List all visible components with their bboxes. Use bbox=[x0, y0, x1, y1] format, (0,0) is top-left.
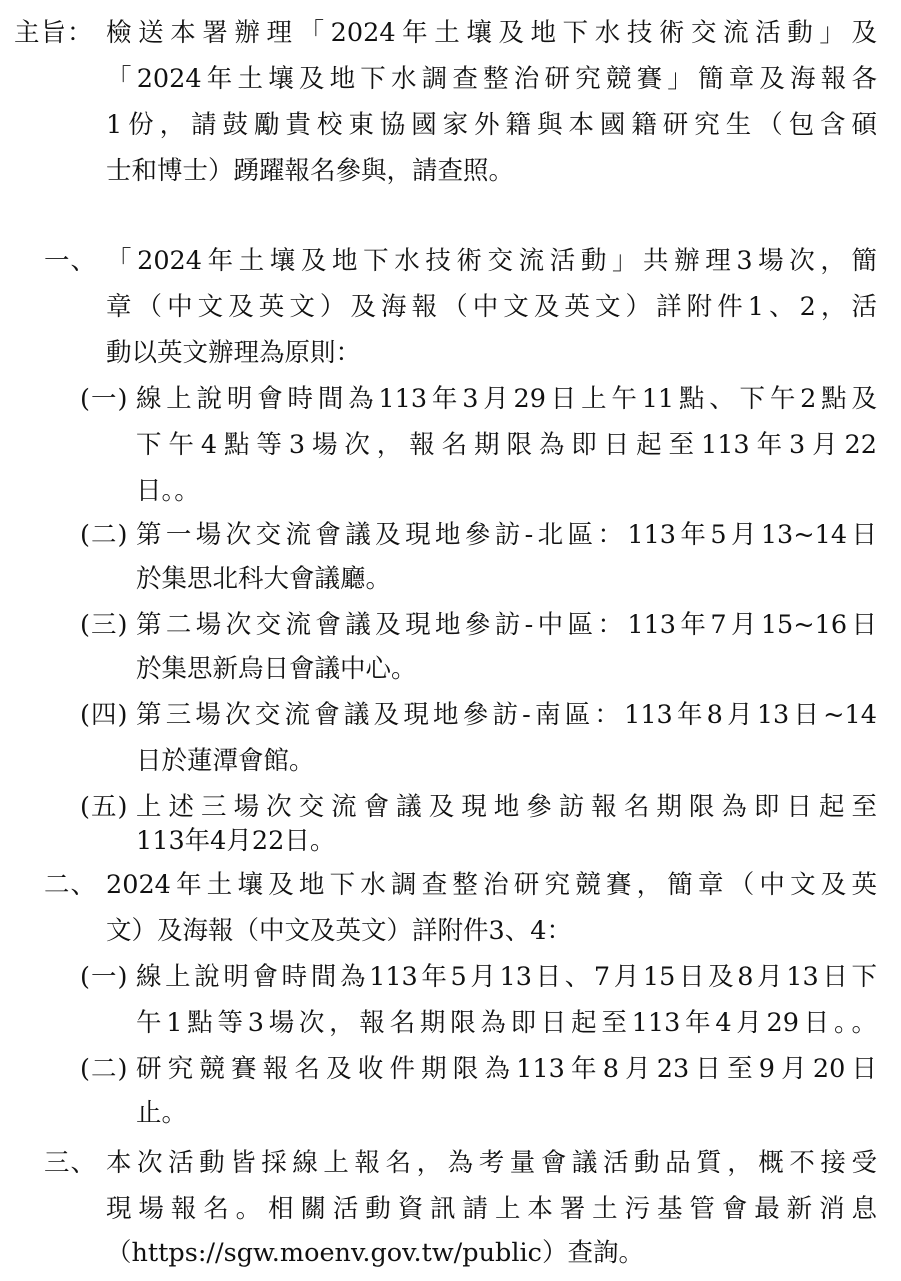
item-1-1-line-1 bbox=[0, 376, 901, 422]
item-2-1-line-2 bbox=[0, 1000, 901, 1046]
item-1-3-line-2 bbox=[0, 646, 901, 692]
section-text: （https://sgw.moenv.gov.tw/public）查詢。 bbox=[106, 1238, 644, 1268]
item-text: 止。 bbox=[136, 1098, 188, 1128]
item-text: 線上說明會時間為113年3月29日上午11點、下午2點及 bbox=[136, 384, 877, 414]
item-2-2-line-2 bbox=[0, 1090, 901, 1136]
item-marker: (一) bbox=[80, 384, 129, 414]
subject-line-4 bbox=[0, 148, 901, 194]
section-2-line-1 bbox=[0, 862, 901, 908]
item-1-4-line-1 bbox=[0, 692, 901, 738]
subject-label: 主旨： bbox=[14, 18, 94, 48]
item-1-2-line-1 bbox=[0, 512, 901, 558]
item-text: 線上說明會時間為113年5月13日、7月15日及8月13日下 bbox=[136, 962, 877, 992]
section-marker: 一、 bbox=[44, 246, 98, 276]
section-3-line-3 bbox=[0, 1230, 901, 1276]
item-text: 上述三場次交流會議及現地參訪報名期限為即日起至 bbox=[136, 792, 877, 822]
item-2-2-line-1 bbox=[0, 1046, 901, 1092]
item-2-1-line-1 bbox=[0, 954, 901, 1000]
item-marker: (三) bbox=[80, 610, 129, 640]
section-1-line-2 bbox=[0, 284, 901, 330]
section-3-line-2 bbox=[0, 1186, 901, 1232]
section-text: 章（中文及英文）及海報（中文及英文）詳附件1、2，活 bbox=[106, 292, 877, 322]
item-text: 113年4月22日。 bbox=[136, 826, 336, 856]
section-text: 本次活動皆採線上報名，為考量會議活動品質，概不接受 bbox=[106, 1148, 877, 1178]
item-text: 第一場次交流會議及現地參訪-北區：113年5月13~14日 bbox=[136, 520, 877, 550]
section-marker: 二、 bbox=[44, 870, 98, 900]
item-text: 於集思北科大會議廳。 bbox=[136, 564, 392, 594]
section-marker: 三、 bbox=[44, 1148, 98, 1178]
item-text: 第二場次交流會議及現地參訪-中區：113年7月15~16日 bbox=[136, 610, 877, 640]
item-text: 日於蓮潭會館。 bbox=[136, 746, 315, 776]
item-1-1-line-2 bbox=[0, 422, 901, 468]
section-1-line-1 bbox=[0, 238, 901, 284]
subject-text: 檢送本署辦理「2024年土壤及地下水技術交流活動」及 bbox=[106, 18, 877, 48]
item-marker: (四) bbox=[80, 700, 129, 730]
item-1-3-line-1 bbox=[0, 602, 901, 648]
item-marker: (一) bbox=[80, 962, 129, 992]
subject-line-3 bbox=[0, 102, 901, 148]
item-text: 日。。 bbox=[136, 476, 200, 506]
section-text: 文）及海報（中文及英文）詳附件3、4： bbox=[106, 916, 572, 946]
item-text: 於集思新烏日會議中心。 bbox=[136, 654, 417, 684]
item-marker: (二) bbox=[80, 520, 129, 550]
section-text: 現場報名。相關活動資訊請上本署土污基管會最新消息 bbox=[106, 1194, 877, 1224]
item-text: 研究競賽報名及收件期限為113年8月23日至9月20日 bbox=[136, 1054, 877, 1084]
item-text: 下午4點等3場次，報名期限為即日起至113年3月22 bbox=[136, 430, 877, 460]
section-2-line-2 bbox=[0, 908, 901, 954]
item-1-2-line-2 bbox=[0, 556, 901, 602]
section-3-line-1 bbox=[0, 1140, 901, 1186]
item-1-5-line-2 bbox=[0, 818, 901, 864]
item-1-4-line-2 bbox=[0, 738, 901, 784]
subject-text: 「2024年土壤及地下水調查整治研究競賽」簡章及海報各 bbox=[106, 64, 877, 94]
section-1-line-3 bbox=[0, 330, 901, 376]
item-marker: (二) bbox=[80, 1054, 129, 1084]
item-marker: (五) bbox=[80, 792, 129, 822]
section-text: 動以英文辦理為原則： bbox=[106, 338, 362, 368]
item-1-1-line-3 bbox=[0, 468, 901, 514]
subject-text: 1份，請鼓勵貴校東協國家外籍與本國籍研究生（包含碩 bbox=[106, 110, 877, 140]
subject-text: 士和博士）踴躍報名參與，請查照。 bbox=[106, 156, 515, 186]
section-text: 2024年土壤及地下水調查整治研究競賽，簡章（中文及英 bbox=[106, 870, 877, 900]
subject-line-1 bbox=[0, 10, 901, 56]
item-text: 午1點等3場次，報名期限為即日起至113年4月29日。。 bbox=[136, 1008, 877, 1038]
subject-line-2 bbox=[0, 56, 901, 102]
item-text: 第三場次交流會議及現地參訪-南區：113年8月13日~14 bbox=[136, 700, 877, 730]
section-text: 「2024年土壤及地下水技術交流活動」共辦理3場次，簡 bbox=[106, 246, 877, 276]
